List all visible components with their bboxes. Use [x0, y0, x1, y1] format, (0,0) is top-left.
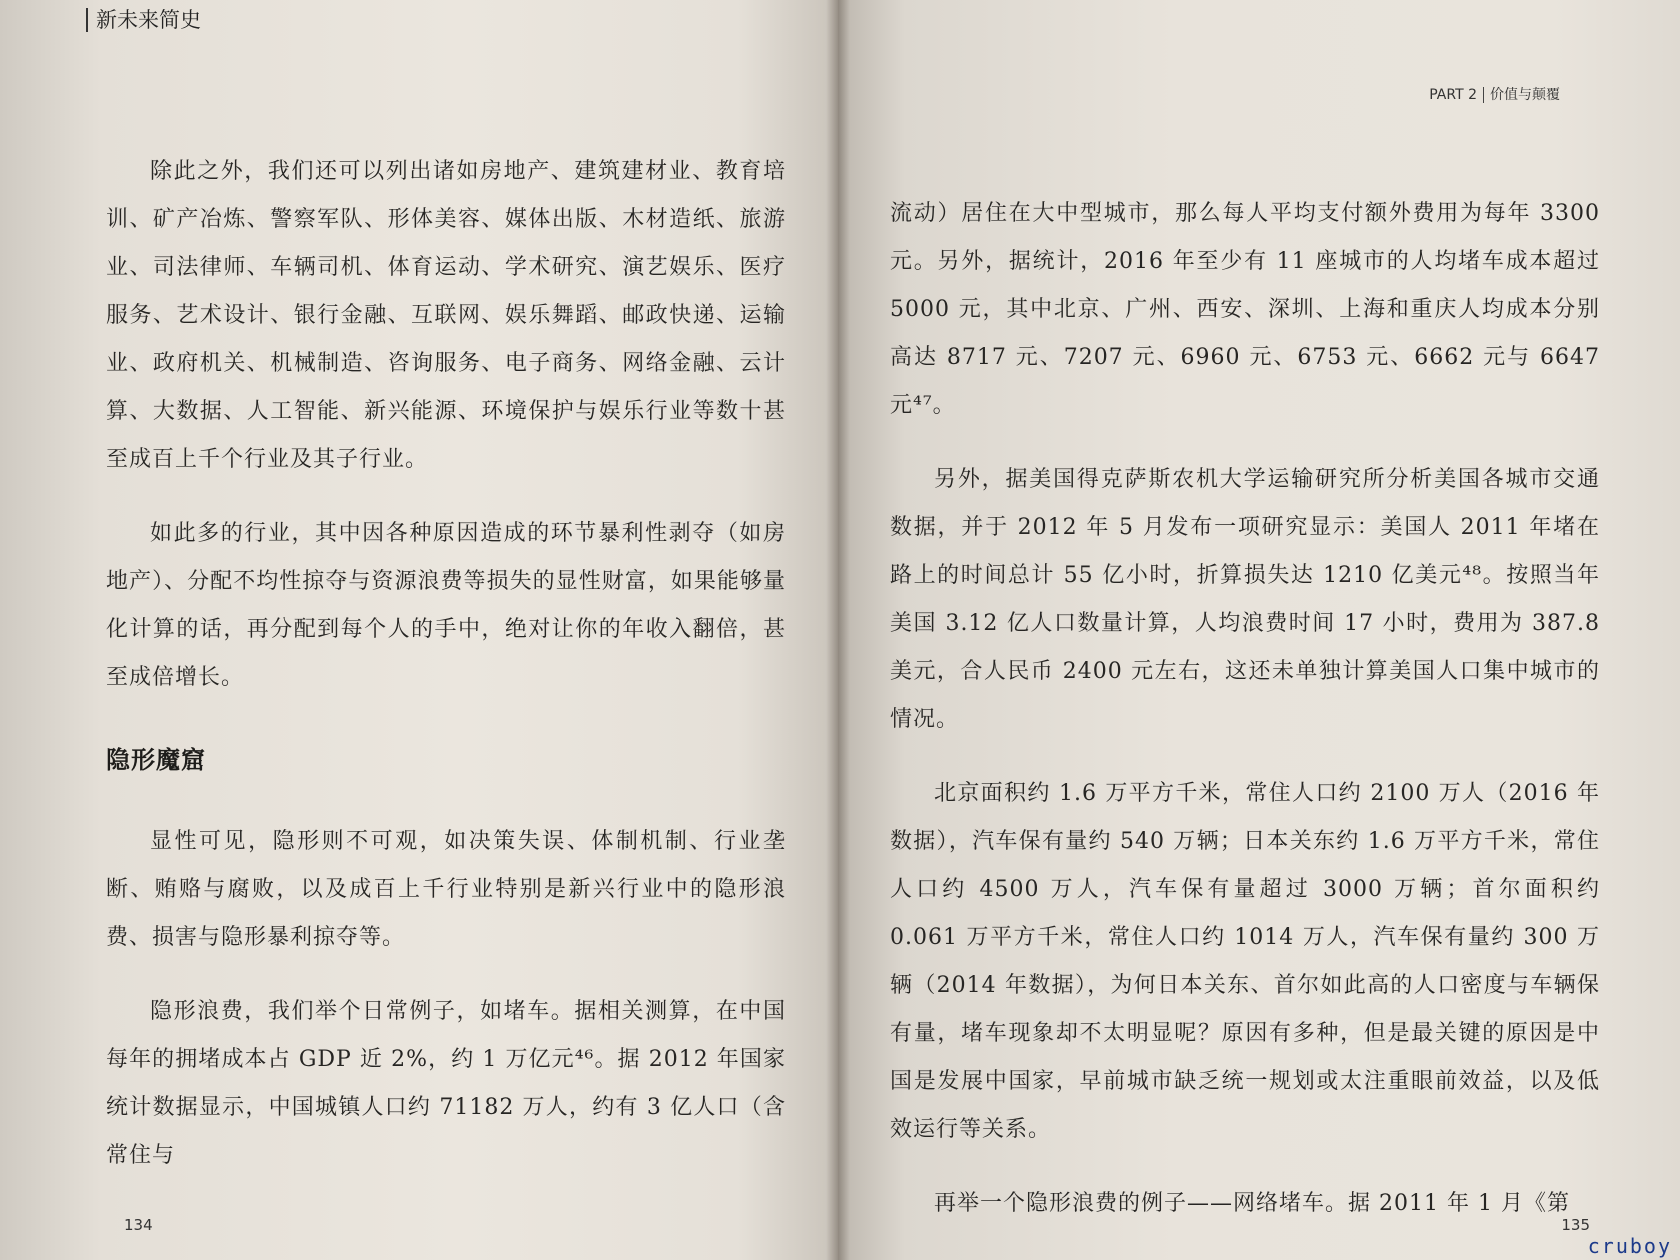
paragraph-continued: 流动）居住在大中型城市，那么每人平均支付额外费用为每年 3300 元。另外，据统计，2016 年至少有 11 座城市的人均堵车成本超过 5000 元，其中北京、广州、西安、深圳、上海和重庆人均成本分别高达 8717 元、7207 元、6960 元、6753 元、6662 元与 6647 元⁴⁷。	[890, 201, 1600, 418]
watermark: cruboy	[1587, 1234, 1672, 1258]
left-page-body	[106, 148, 786, 1206]
running-head-book-title: 新未来简史	[86, 8, 201, 32]
page-number-right: 135	[1561, 1216, 1590, 1234]
right-page	[838, 0, 1680, 1260]
paragraph-city-comparison: 北京面积约 1.6 万平方千米，常住人口约 2100 万人（2016 年数据），汽车保有量约 540 万辆；日本关东约 1.6 万平方千米，常住人口约 4500 万人，汽车保有量超过 3000 万辆；首尔面积约 0.061 万平方千米，常住人口约 1014 万人，汽车保有量约 300 万辆（2014 年数据），为何日本关东、首尔如此高的人口密度与车辆保有量，堵车现象却不太明显呢？原因有多种，但是最关键的原因是中国是发展中国家，早前城市缺乏统一规划或太注重眼前效益，以及低效运行等关系。	[890, 781, 1600, 1142]
paragraph-traffic-example: 隐形浪费，我们举个日常例子，如堵车。据相关测算，在中国每年的拥堵成本占 GDP 近 2%，约 1 万亿元⁴⁶。据 2012 年国家统计数据显示，中国城镇人口约 71182 万人，约有 3 亿人口（含常住与	[106, 999, 786, 1168]
paragraph-explicit-wealth: 如此多的行业，其中因各种原因造成的环节暴利性剥夺（如房地产）、分配不均性掠夺与资源浪费等损失的显性财富，如果能够量化计算的话，再分配到每个人的手中，绝对让你的年收入翻倍，甚至成倍增长。	[106, 521, 786, 690]
paragraph-industries: 除此之外，我们还可以列出诸如房地产、建筑建材业、教育培训、矿产冶炼、警察军队、形体美容、媒体出版、木材造纸、旅游业、司法律师、车辆司机、体育运动、学术研究、演艺娱乐、医疗服务、艺术设计、银行金融、互联网、娱乐舞蹈、邮政快递、运输业、政府机关、机械制造、咨询服务、电子商务、网络金融、云计算、大数据、人工智能、新兴能源、环境保护与娱乐行业等数十甚至成百上千个行业及其子行业。	[106, 159, 786, 472]
paragraph-hidden: 显性可见，隐形则不可观，如决策失误、体制机制、行业垄断、贿赂与腐败，以及成百上千行业特别是新兴行业中的隐形浪费、损害与隐形暴利掠夺等。	[106, 829, 786, 950]
running-head-part	[1429, 84, 1560, 104]
part-label: PART 2	[1429, 87, 1477, 103]
paragraph-us-traffic: 另外，据美国得克萨斯农机大学运输研究所分析美国各城市交通数据，并于 2012 年 5 月发布一项研究显示：美国人 2011 年堵在路上的时间总计 55 亿小时，折算损失达 1210 亿美元⁴⁸。按照当年美国 3.12 亿人口数量计算，人均浪费时间 17 小时，费用为 387.8 美元，合人民币 2400 元左右，这还未单独计算美国人口集中城市的情况。	[890, 467, 1600, 732]
page-number-left: 134	[124, 1216, 153, 1234]
divider	[1483, 87, 1484, 103]
paragraph-network-congestion: 再举一个隐形浪费的例子——网络堵车。据 2011 年 1 月《第	[934, 1191, 1570, 1216]
section-title: 隐形魔窟	[106, 746, 206, 774]
part-title: 价值与颠覆	[1490, 87, 1560, 103]
book-gutter	[826, 0, 850, 1260]
right-page-body	[890, 190, 1600, 1254]
left-page	[0, 0, 838, 1260]
